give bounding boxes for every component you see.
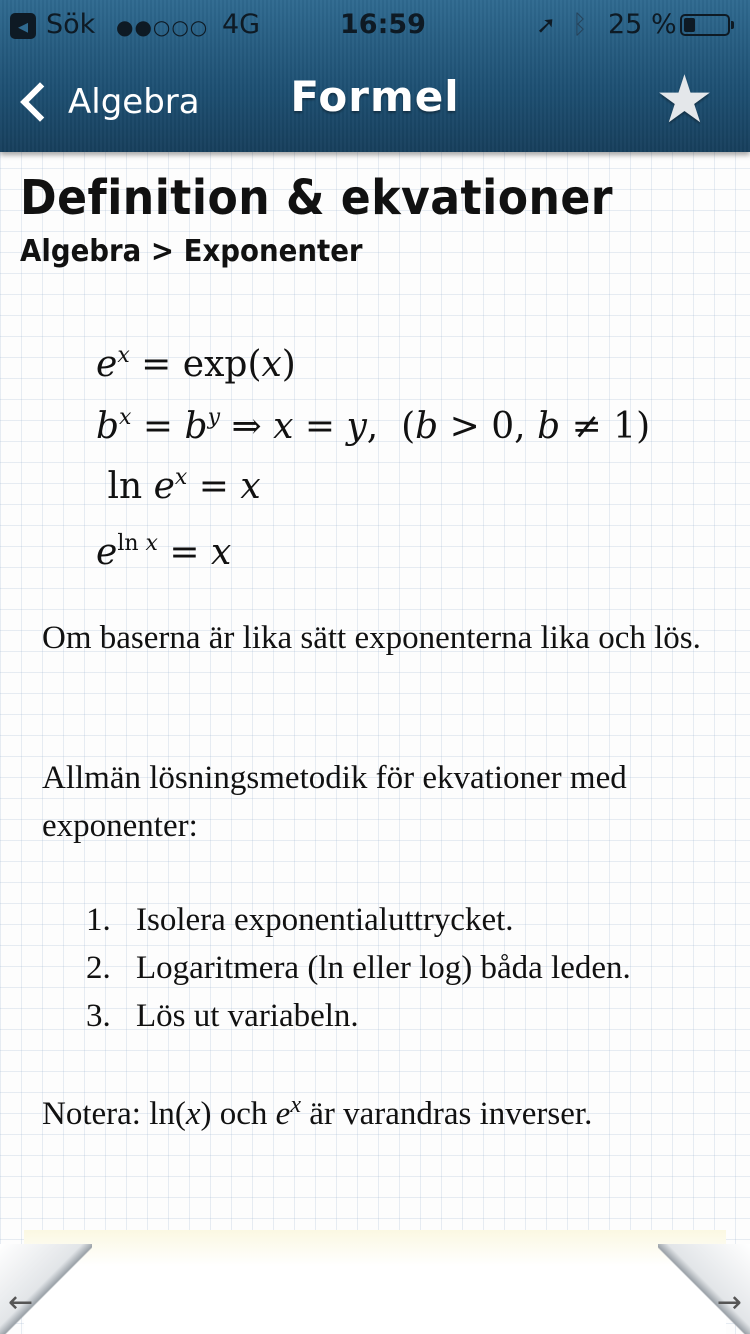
page-title: Formel — [290, 72, 460, 121]
section-heading: Definition & ekvationer — [20, 170, 614, 226]
step-number: 3. — [86, 998, 111, 1034]
page-bottom-strip — [24, 1230, 726, 1334]
note-base: e — [275, 1096, 291, 1132]
list-item — [86, 944, 631, 992]
back-app-icon[interactable]: ◂ — [10, 13, 36, 39]
note-var: x — [185, 1096, 201, 1132]
formula-ln-exp: $\ln e^x = x$ — [96, 465, 261, 507]
arrow-right-icon: → — [716, 1285, 742, 1320]
formula-exp-ln: $e^{ln x} = x$ — [96, 531, 232, 573]
battery-percent: 25 % — [608, 9, 677, 40]
breadcrumb: Algebra > Exponenter — [20, 234, 363, 269]
note-mid: ) och — [200, 1096, 276, 1132]
battery-fill — [684, 18, 695, 32]
signal-strength: ●●○○○ — [116, 15, 209, 39]
previous-page-curl[interactable] — [0, 1244, 92, 1334]
status-bar — [0, 0, 750, 50]
list-item — [86, 896, 631, 944]
formula-equal-bases: $b^x = b^y$ ⇒ x = y, (b > 0, b ≠ 1) — [96, 405, 651, 447]
status-back-label[interactable]: Sök — [46, 9, 96, 40]
formula-exp-definition: $e^x = \exp(x)$ — [96, 343, 296, 385]
step-number: 2. — [86, 950, 111, 986]
clock: 16:59 — [340, 9, 426, 40]
top-bar — [0, 0, 750, 152]
step-text: Isolera exponentialuttrycket. — [136, 902, 514, 938]
bluetooth-icon: ᛒ — [572, 10, 588, 40]
note-exp: x — [290, 1092, 301, 1118]
paragraph-method: Allmän lösningsmetodik för ekvationer med exponenter: — [42, 760, 627, 844]
note-text — [42, 1090, 592, 1138]
step-text: Logaritmera (ln eller log) båda leden. — [136, 950, 631, 986]
next-page-curl[interactable] — [658, 1244, 750, 1334]
network-type: 4G — [222, 9, 261, 40]
step-text: Lös ut variabeln. — [136, 998, 359, 1034]
battery-icon — [680, 14, 730, 36]
list-item — [86, 992, 631, 1040]
back-button-label: Algebra — [68, 82, 200, 122]
note-prefix: Notera: ln( — [42, 1096, 186, 1132]
navigation-bar — [0, 50, 750, 152]
arrow-left-icon: ← — [8, 1285, 34, 1320]
star-icon[interactable]: ★ — [654, 61, 714, 138]
step-number: 1. — [86, 902, 111, 938]
note-suffix: är varandras inverser. — [300, 1096, 593, 1132]
paragraph-equal-bases: Om baserna är lika sätt exponenterna lika och lös. — [42, 620, 701, 656]
steps-list — [86, 896, 631, 1040]
location-icon: ➚ — [536, 11, 557, 39]
